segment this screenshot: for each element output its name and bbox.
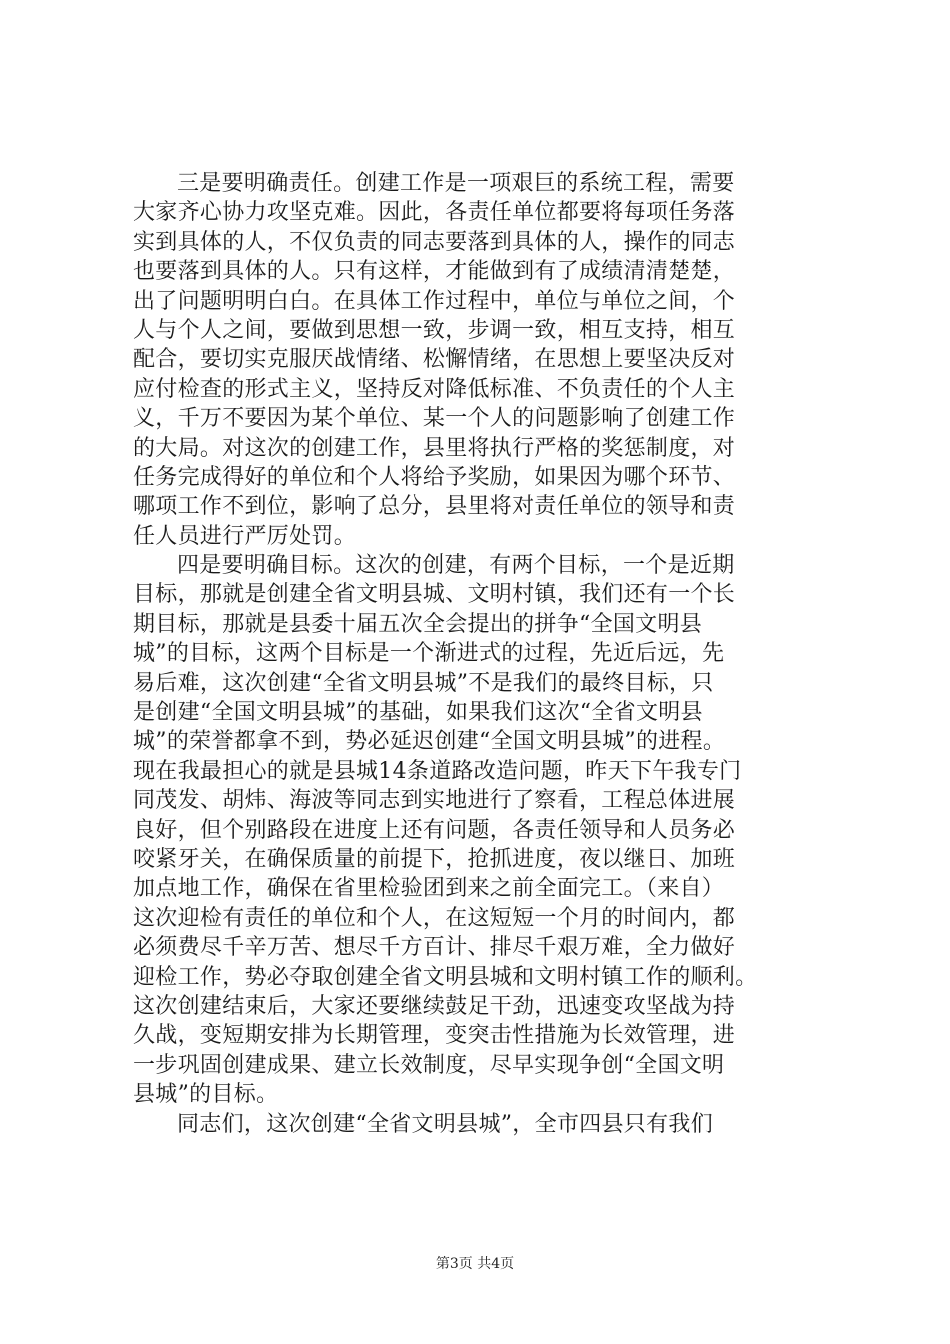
text-line: 任务完成得好的单位和个人将给予奖励，如果因为哪个环节、	[133, 464, 736, 490]
text-line: 哪项工作不到位，影响了总分，县里将对责任单位的领导和责	[133, 494, 736, 520]
text-line: 现在我最担心的就是县城14条道路改造问题，昨天下午我专门	[133, 758, 742, 784]
text-line: 良好，但个别路段在进度上还有问题，各责任领导和人员务必	[133, 817, 736, 843]
text-line: 同茂发、胡炜、海波等同志到实地进行了察看，工程总体进展	[133, 788, 736, 814]
text-line: 大家齐心协力攻坚克难。因此，各责任单位都要将每项任务落	[133, 200, 736, 226]
text-line: 同志们，这次创建“全省文明县城”，全市四县只有我们	[177, 1111, 713, 1137]
text-line: 城”的荣誉都拿不到，势必延迟创建“全国文明县城”的进程。	[133, 729, 726, 755]
text-line: 一步巩固创建成果、建立长效制度，尽早实现争创“全国文明	[133, 1052, 725, 1078]
text-line: 久战，变短期安排为长期管理，变突击性措施为长效管理，进	[133, 1023, 736, 1049]
text-line: 迎检工作，势必夺取创建全省文明县城和文明村镇工作的顺利。	[133, 964, 758, 990]
text-line: 期目标，那就是县委十届五次全会提出的拼争“全国文明县	[133, 611, 703, 637]
text-line: 这次迎检有责任的单位和个人，在这短短一个月的时间内，都	[133, 905, 736, 931]
text-line: 的大局。对这次的创建工作，县里将执行严格的奖惩制度，对	[133, 435, 736, 461]
text-line: 四是要明确目标。这次的创建，有两个目标，一个是近期	[177, 553, 735, 579]
text-line: 必须费尽千辛万苦、想尽千方百计、排尽千艰万难，全力做好	[133, 935, 736, 961]
text-line: 任人员进行严厉处罚。	[133, 523, 357, 549]
text-line: 是创建“全国文明县城”的基础，如果我们这次“全省文明县	[133, 700, 703, 726]
text-line: 三是要明确责任。创建工作是一项艰巨的系统工程，需要	[177, 171, 735, 196]
text-line: 也要落到具体的人。只有这样，才能做到有了成绩清清楚楚，	[133, 259, 736, 285]
text-line: 目标，那就是创建全省文明县城、文明村镇，我们还有一个长	[133, 582, 736, 608]
document-body	[133, 169, 833, 1139]
text-line: 出了问题明明白白。在具体工作过程中，单位与单位之间，个	[133, 288, 736, 314]
text-line: 易后难，这次创建“全省文明县城”不是我们的最终目标，只	[133, 670, 714, 696]
text-line: 咬紧牙关，在确保质量的前提下，抢抓进度，夜以继日、加班	[133, 846, 736, 872]
text-line: 这次创建结束后，大家还要继续鼓足干劲，迅速变攻坚战为持	[133, 993, 736, 1019]
text-line: 应付检查的形式主义，坚持反对降低标准、不负责任的个人主	[133, 376, 736, 402]
text-line: 人与个人之间，要做到思想一致，步调一致，相互支持，相互	[133, 317, 736, 343]
text-line: 城”的目标，这两个目标是一个渐进式的过程，先近后远，先	[133, 641, 725, 667]
text-line: 配合，要切实克服厌战情绪、松懈情绪，在思想上要坚决反对	[133, 347, 736, 373]
text-line: 加点地工作，确保在省里检验团到来之前全面完工。（来自）	[133, 876, 725, 902]
text-line: 义，千万不要因为某个单位、某一个人的问题影响了创建工作	[133, 406, 736, 432]
text-line: 实到具体的人，不仅负责的同志要落到具体的人，操作的同志	[133, 229, 736, 255]
text-line: 县城”的目标。	[133, 1082, 279, 1108]
page-footer: 第3页 共4页	[435, 1256, 515, 1272]
